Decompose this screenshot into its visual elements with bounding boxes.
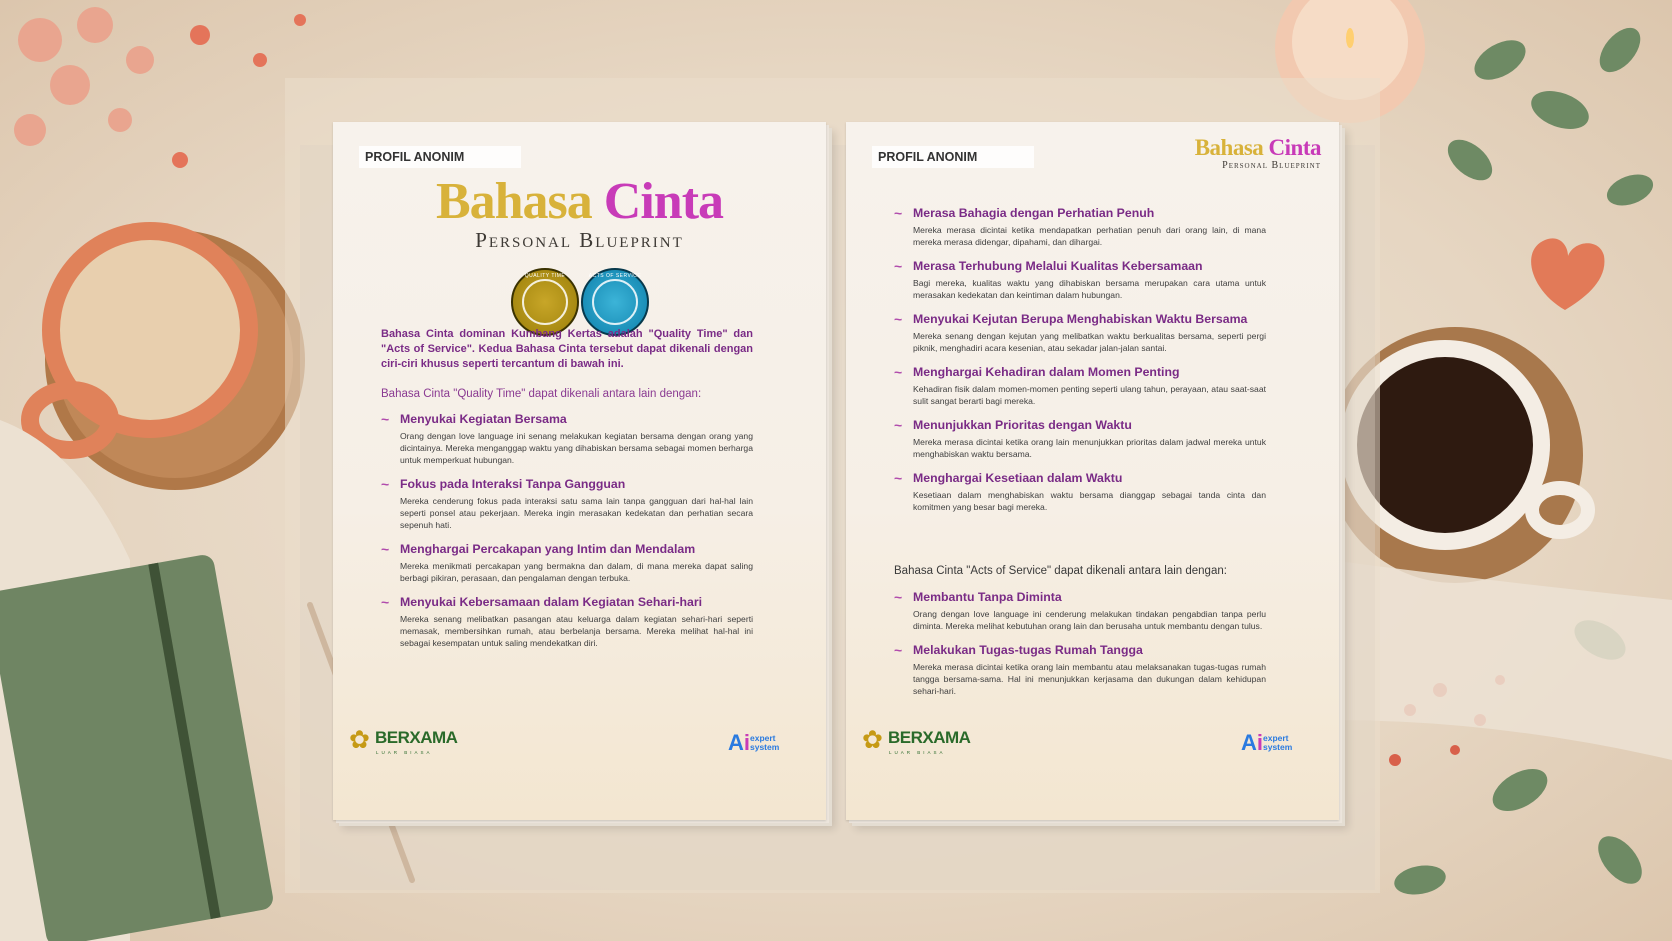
notebook [0,553,275,941]
item-description: Mereka senang dengan kejutan yang melibatkan waktu berkualitas bersama, seperti pergi piknik, menghadiri acara kesenian, atau sekadar jalan-jalan santai. [913,331,1266,353]
flower-icon: ✿ [862,726,883,754]
intro-paragraph: Bahasa Cinta dominan Kumbang Kertas adalah "Quality Time" dan "Acts of Service". Kedua Bahasa Cinta tersebut dapat dikenali dengan ciri-ciri khusus seperti tercantum di bawah ini. [381,328,753,370]
title-word-1: Bahasa [1194,135,1264,160]
quality-time-list-continued [894,206,1266,524]
list-item [381,477,753,531]
item-description: Mereka senang melibatkan pasangan atau keluarga dalam kegiatan sehari-hari seperti memasak, membersihkan rumah, atau berbelanja bersama. Mereka melihat hal-hal ini sebagai kesempatan untuk saling mendekatkan diri. [400,614,753,648]
item-description: Mereka menikmati percakapan yang bermakna dan dalam, di mana mereka dapat saling berbagi pikiran, perasaan, dan pengalaman dengan terbuka. [400,561,753,583]
item-title: Menghargai Percakapan yang Intim dan Mendalam [400,542,696,556]
item-title: Menghargai Kehadiran dalam Momen Penting [913,365,1180,379]
list-item [894,206,1266,248]
acts-of-service-badge [581,268,649,336]
tilde-icon: ~ [381,594,390,610]
tilde-icon: ~ [894,205,903,221]
berxama-logo [349,722,459,762]
ai-mark-icon: Ai [728,730,751,755]
item-description: Bagi mereka, kualitas waktu yang dihabiskan bersama merupakan cara utama untuk merasakan kedekatan dan keintiman dalam hubungan. [913,278,1266,300]
ai-logo-text: expert system [750,733,780,752]
list-item [894,312,1266,354]
list-item [894,590,1266,632]
list-item [381,595,753,649]
page-subtitle: Personal Blueprint [475,228,684,252]
item-description: Mereka cenderung fokus pada interaksi satu sama lain tanpa gangguan dari hal-hal lain seperti ponsel atau pekerjaan. Mereka ingin merasakan kedekatan dan perhatian secara sepenuh hati. [400,496,753,530]
item-title: Membantu Tanpa Diminta [913,590,1062,604]
tilde-icon: ~ [894,258,903,274]
tilde-icon: ~ [381,476,390,492]
item-title: Menyukai Kegiatan Bersama [400,412,567,426]
mini-subtitle: Personal Blueprint [1222,160,1321,171]
item-title: Menghargai Kesetiaan dalam Waktu [913,471,1123,485]
item-description: Orang dengan love language ini cenderung melakukan tindakan pengabdian tanpa perlu diminta. Mereka melihat kebutuhan orang lain dan berusaha untuk membantu dengan tulus. [913,609,1266,631]
item-title: Menyukai Kejutan Berupa Menghabiskan Waktu Bersama [913,312,1248,326]
ai-expert-system-logo [728,731,788,757]
item-description: Mereka merasa dicintai ketika orang lain menunjukkan prioritas dalam jadwal mereka untuk menghabiskan waktu bersama. [913,437,1266,459]
mini-title [1195,136,1321,171]
ai-logo-text: expert system [1263,733,1293,752]
flower-icon: ✿ [349,726,370,754]
quality-time-badge [511,268,579,336]
page-title [333,174,826,230]
brand-tagline: LUAR BIASA [376,750,433,755]
ai-expert-system-logo [1241,731,1301,757]
item-description: Kehadiran fisik dalam momen-momen penting seperti ulang tahun, perayaan, atau saat-saat sulit sangat berarti bagi mereka. [913,384,1266,406]
cloche-icon [592,279,638,325]
item-description: Kesetiaan dalam menghabiskan waktu bersama dianggap sebagai tanda cinta dan komitmen yang besar bagi mereka. [913,490,1266,512]
item-title: Fokus pada Interaksi Tanpa Gangguan [400,477,626,491]
brand-name: BERXAMA [888,728,971,747]
title-word-1: Bahasa [435,173,592,230]
badge-label: ACTS OF SERVICE [588,273,642,279]
tilde-icon: ~ [894,642,903,658]
acts-of-service-lead: Bahasa Cinta "Acts of Service" dapat dikenali antara lain dengan: [894,565,1227,577]
list-item [894,418,1266,460]
berxama-logo [862,722,972,762]
clock-icon [522,279,568,325]
brand-tagline: LUAR BIASA [889,750,946,755]
quality-time-list [381,412,753,660]
item-title: Menunjukkan Prioritas dengan Waktu [913,418,1132,432]
flowers-top-left [14,7,306,168]
tilde-icon: ~ [894,589,903,605]
tilde-icon: ~ [894,364,903,380]
tilde-icon: ~ [381,411,390,427]
profile-tag: PROFIL ANONIM [872,146,1034,168]
title-word-2: Cinta [1268,135,1321,160]
item-title: Melakukan Tugas-tugas Rumah Tangga [913,643,1143,657]
list-item [381,542,753,584]
item-description: Mereka merasa dicintai ketika orang lain membantu atau melaksanakan tugas-tugas rumah tangga bersama-sama. Hal ini menunjukkan kerjasama dan dukungan dalam kehidupan sehari-hari. [913,662,1266,696]
quality-time-lead: Bahasa Cinta "Quality Time" dapat dikenali antara lain dengan: [381,388,702,400]
tilde-icon: ~ [381,541,390,557]
title-word-2: Cinta [603,173,724,230]
list-item [894,365,1266,407]
item-description: Mereka merasa dicintai ketika mendapatkan perhatian penuh dari orang lain, di mana mereka merasa didengar, dipahami, dan dihargai. [913,225,1266,247]
brand-name: BERXAMA [375,728,458,747]
left-page [333,122,826,820]
badge-label: QUALITY TIME [524,273,566,279]
list-item [894,471,1266,513]
acts-of-service-list [894,590,1266,708]
list-item [381,412,753,466]
tilde-icon: ~ [894,470,903,486]
item-title: Merasa Bahagia dengan Perhatian Penuh [913,206,1155,220]
item-title: Menyukai Kebersamaan dalam Kegiatan Sehari-hari [400,595,703,609]
tilde-icon: ~ [894,311,903,327]
item-title: Merasa Terhubung Melalui Kualitas Kebersamaan [913,259,1203,273]
ai-mark-icon: Ai [1241,730,1264,755]
item-description: Orang dengan love language ini senang melakukan kegiatan bersama dengan orang yang dicintainya. Mereka menganggap waktu yang dihabiskan bersama sebagai momen berharga untuk memperkuat hubungan. [400,431,753,465]
heart-decoration [1531,238,1604,310]
list-item [894,643,1266,697]
profile-tag: PROFIL ANONIM [359,146,521,168]
list-item [894,259,1266,301]
right-page [846,122,1339,820]
tilde-icon: ~ [894,417,903,433]
